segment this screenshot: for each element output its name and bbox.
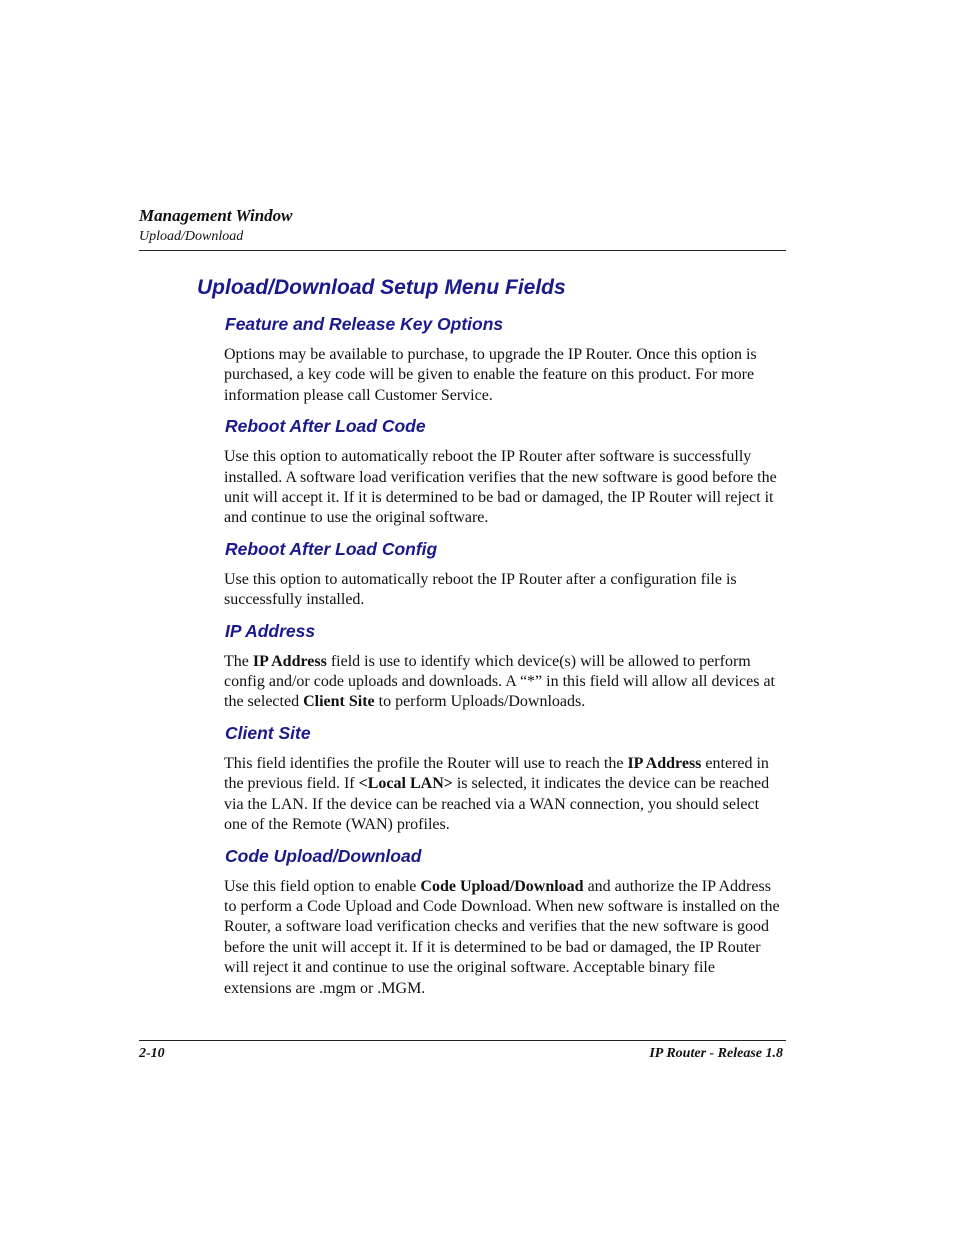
section-feature-keys [224,312,786,406]
document-title: IP Router - Release 1.8 [649,1046,783,1061]
text-run: and authorize the IP Address to perform a Code Upload and Code Download. When new software is installed on the Router, a software load verification checks and verifies that the new software is good before the unit will accept it. If it is determined to be bad or damaged, the IP Router will reject it and continue to use the original software. Acceptable binary file extensions are .mgm or .MGM. [224,877,780,997]
text-run: The [224,652,253,670]
footer-rule [139,1040,786,1041]
section-reboot-load-config [224,537,786,611]
text-run: is selected, it indicates the device can be reached via the LAN. If the device can be reached via a WAN connection, you should select one of the Remote (WAN) profiles. [224,775,770,834]
bold-term: IP Address [627,754,702,772]
section-ip-address [224,619,786,713]
section-client-site [224,721,786,836]
section-paragraph [224,652,786,713]
text-run: entered in the previous field. If [224,754,769,793]
bold-term: Code Upload/Download [420,877,584,895]
section-heading: Reboot After Load Config [225,538,438,559]
section-heading: IP Address [225,620,316,641]
chapter-title: Management Window [139,206,293,225]
bold-term: IP Address [252,652,327,670]
text-run: Use this field option to enable [224,877,421,895]
section-title: Upload/Download [139,229,244,244]
section-paragraph [224,877,786,999]
section-paragraph: Use this option to automatically reboot the IP Router after software is successfully installed. A software load verification verifies that the new software is good before the unit will accept it. If it is determined to be bad or damaged, the IP Router will reject it and continue to use the original software. [224,448,777,527]
bold-term: <Local LAN> [358,775,453,793]
page-body [224,312,786,1007]
running-header [139,205,786,246]
page-title: Upload/Download Setup Menu Fields [197,276,566,299]
bold-term: Client Site [303,693,375,711]
section-reboot-load-code [224,414,786,529]
text-run: This field identifies the profile the Router will use to reach the [224,754,628,772]
text-run: field is use to identify which device(s) will be allowed to perform config and/or code uploads and downloads. A “*” in this field will allow all devices at the selected [224,652,775,711]
section-heading: Feature and Release Key Options [225,314,504,334]
section-paragraph: Use this option to automatically reboot the IP Router after a configuration file is successfully installed. [224,570,737,609]
text-run: to perform Uploads/Downloads. [374,693,586,711]
section-code-upload-download [224,844,786,999]
section-heading: Client Site [225,722,311,743]
section-paragraph [224,754,786,836]
section-paragraph: Options may be available to purchase, to upgrade the IP Router. Once this option is purchased, a key code will be given to enable the feature on this product. For more information please call Customer Service. [224,346,757,404]
section-heading: Code Upload/Download [225,845,422,866]
header-rule [139,250,786,251]
page-number: 2-10 [139,1046,165,1061]
section-heading: Reboot After Load Code [225,416,426,437]
